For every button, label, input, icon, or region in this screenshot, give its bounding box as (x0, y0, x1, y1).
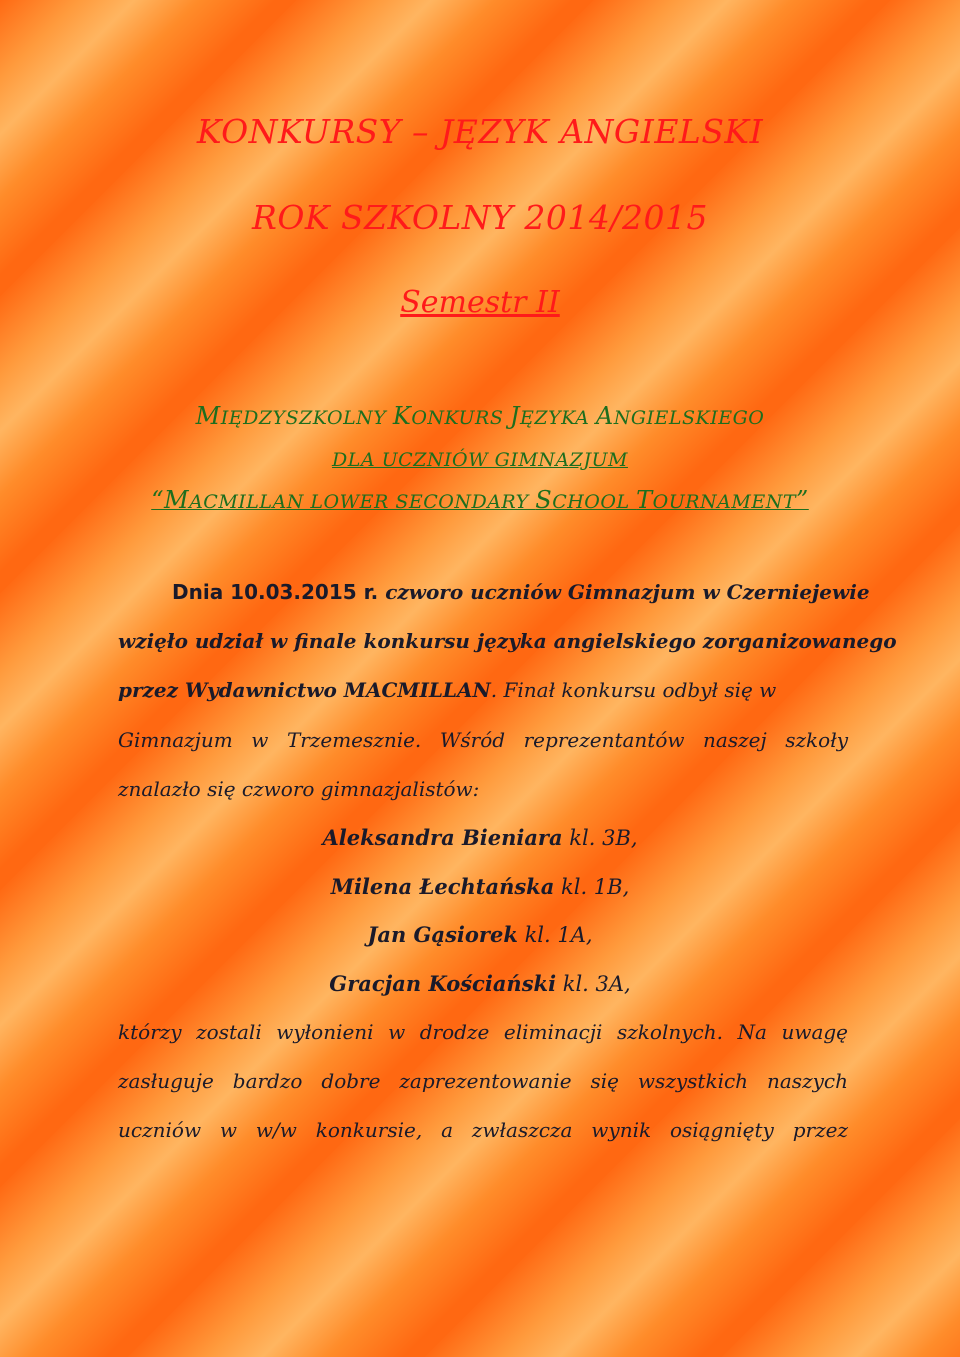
student-name: Milena Łechtańska (330, 874, 555, 899)
paragraph-line-7: zasługuje bardzo dobre zaprezentowanie się wszystkich naszych (118, 1069, 848, 1093)
text-part: OURNAMENT (652, 491, 796, 513)
event-date: Dnia 10.03.2015 r. (172, 580, 379, 604)
text-part: ĘZYKA (520, 407, 596, 429)
letter: T (636, 486, 653, 514)
paragraph-line-2: wzięło udział w finale konkursu języka angielskiego zorganizowanego (118, 629, 897, 653)
publisher-text: przez Wydawnictwo MACMILLAN (118, 678, 491, 702)
contest-title-line2: DLA UCZNIÓW GIMNAZJUM (332, 449, 628, 471)
text-part: CHOOL (552, 491, 637, 513)
letter: K (392, 402, 412, 430)
paragraph-line-8: uczniów w w/w konkursie, a zwłaszcza wynik osiągnięty przez (118, 1118, 848, 1142)
semester-heading: Semestr II (400, 285, 560, 320)
text-part: czworo uczniów Gimnazjum w Czerniejewie (378, 580, 870, 604)
quote-close: ” (796, 486, 809, 514)
text-part: którzy zostali wyłonieni w drodze eliminacji szkolnych. (118, 1020, 723, 1044)
text-part: IĘDZYSZKOLNY (220, 407, 393, 429)
paragraph-line-4: Gimnazjum w Trzemesznie. Wśród reprezentantów naszej szkoły (118, 728, 848, 752)
student-class: kl. 3B, (562, 826, 638, 850)
contest-title-line3 (0, 486, 960, 514)
school-year-title: ROK SZKOLNY 2014/2015 (251, 198, 709, 237)
text-part: ACMILLAN LOWER SECONDARY (189, 491, 536, 513)
quote-open: “ (151, 486, 164, 514)
letter: M (195, 402, 221, 430)
letter: J (509, 402, 521, 430)
student-class: kl. 1A, (517, 923, 593, 947)
student-class: kl. 3A, (556, 972, 631, 996)
text-part: NGIELSKIEGO (613, 407, 765, 429)
text-part: Na uwagę (722, 1020, 849, 1044)
student-name-2 (0, 874, 960, 899)
text-part: . Finał konkursu odbył się w (490, 678, 777, 702)
student-name-4 (0, 971, 960, 996)
paragraph-line-5: znalazło się czworo gimnazjalistów: (118, 777, 480, 801)
page-title: KONKURSY – JĘZYK ANGIELSKI (196, 112, 764, 151)
paragraph-line-3 (118, 678, 848, 702)
student-name-3 (0, 922, 960, 947)
student-class: kl. 1B, (554, 875, 630, 899)
letter: S (535, 486, 553, 514)
paragraph-line-1 (172, 580, 870, 604)
text-part: ONKURS (411, 407, 510, 429)
paragraph-line-6 (118, 1020, 848, 1044)
student-name: Jan Gąsiorek (367, 922, 518, 947)
letter: M (163, 486, 190, 514)
contest-title-line1 (0, 402, 960, 430)
student-name: Gracjan Kościański (329, 971, 557, 996)
student-name-1 (0, 825, 960, 850)
letter: A (595, 402, 614, 430)
student-name: Aleksandra Bieniara (322, 825, 563, 850)
